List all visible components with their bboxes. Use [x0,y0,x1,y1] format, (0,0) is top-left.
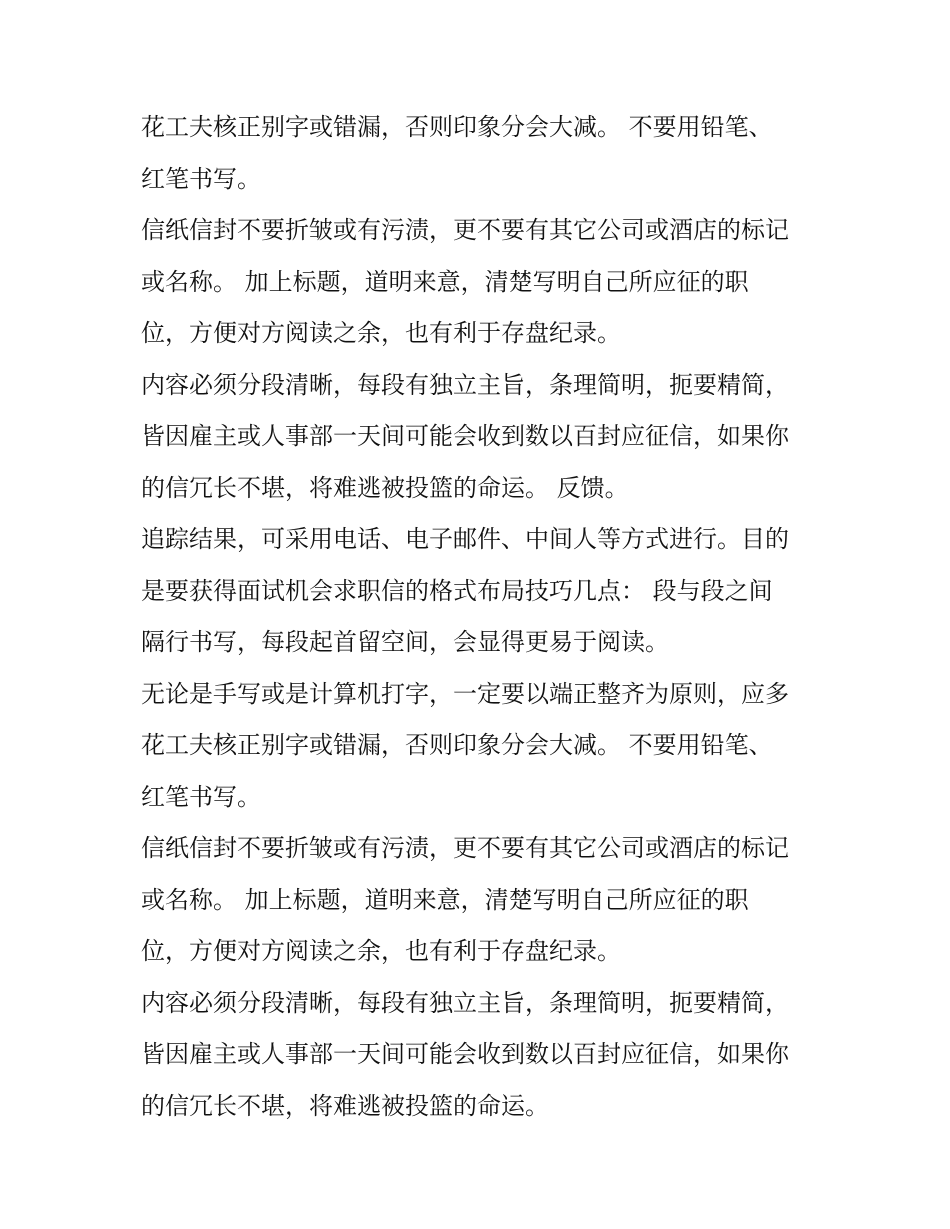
text-line: 皆因雇主或人事部一天间可能会收到数以百封应征信，如果你 [141,1040,789,1068]
text-line: 隔行书写，每段起首留空间，会显得更易于阅读。 [141,628,669,656]
text-line: 的信冗长不堪，将难逃被投篮的命运。 [141,1091,549,1120]
text-line: 无论是手写或是计算机打字，一定要以端正整齐为原则，应多 [141,679,789,708]
text-line: 皆因雇主或人事部一天间可能会收到数以百封应征信，如果你 [141,422,789,450]
text-line: 或名称。 加上标题，道明来意，清楚写明自己所应征的职 [141,267,749,296]
text-line: 信纸信封不要折皱或有污渍，更不要有其它公司或酒店的标记 [141,216,789,244]
text-line: 追踪结果，可采用电话、电子邮件、中间人等方式进行。目的 [141,525,789,553]
text-line: 是要获得面试机会求职信的格式布局技巧几点： 段与段之间 [141,576,773,605]
text-line: 位，方便对方阅读之余，也有利于存盘纪录。 [141,937,621,965]
text-line: 位，方便对方阅读之余，也有利于存盘纪录。 [141,319,621,347]
text-line: 红笔书写。 [141,782,261,811]
text-line: 红笔书写。 [141,164,261,193]
text-line: 信纸信封不要折皱或有污渍，更不要有其它公司或酒店的标记 [141,834,789,862]
text-line: 内容必须分段清晰，每段有独立主旨，条理简明，扼要精简， [141,988,789,1017]
text-line: 花工夫核正别字或错漏，否则印象分会大减。 不要用铅笔、 [141,113,773,141]
text-line: 的信冗长不堪，将难逃被投篮的命运。 反馈。 [141,473,629,502]
document-body [141,102,821,1132]
text-line: 或名称。 加上标题，道明来意，清楚写明自己所应征的职 [141,885,749,914]
text-line: 花工夫核正别字或错漏，否则印象分会大减。 不要用铅笔、 [141,731,773,759]
text-line: 内容必须分段清晰，每段有独立主旨，条理简明，扼要精简， [141,370,789,399]
